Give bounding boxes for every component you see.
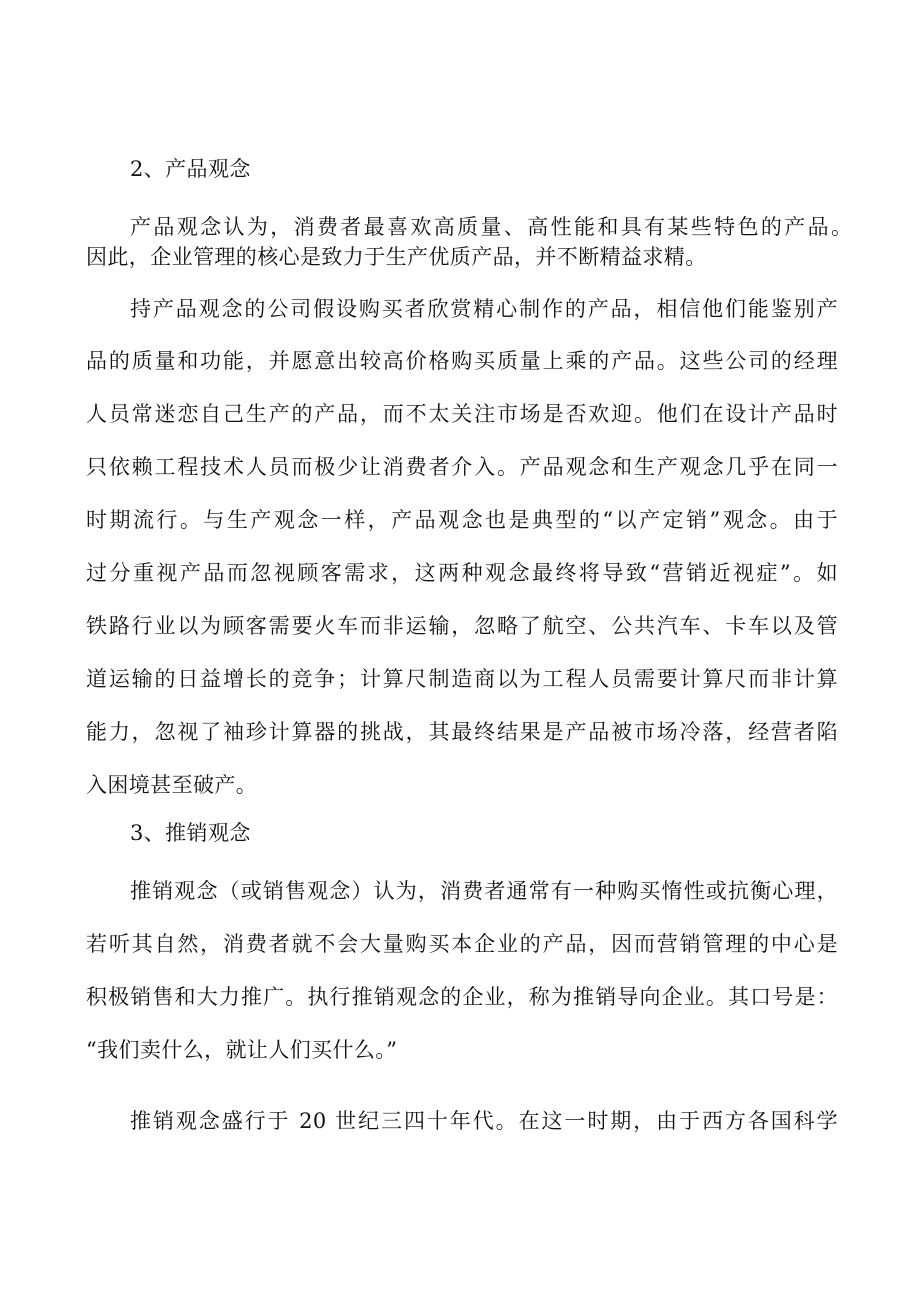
paragraph-line: 过分重视产品而忽视顾客需求，这两种观念最终将导致“营销近视症”。如: [86, 561, 838, 585]
paragraph-line: 因此，企业管理的核心是致力于生产优质产品，并不断精益求精。: [86, 245, 707, 269]
paragraph-line: 品的质量和功能，并愿意出较高价格购买质量上乘的产品。这些公司的经理: [86, 349, 838, 373]
paragraph-line: 持产品观念的公司假设购买者欣赏精心制作的产品，相信他们能鉴别产: [130, 297, 838, 321]
paragraph-line: 人员常迷恋自己生产的产品，而不太关注市场是否欢迎。他们在设计产品时: [86, 402, 838, 426]
paragraph-line: 若听其自然，消费者就不会大量购买本企业的产品，因而营销管理的中心是: [86, 932, 838, 956]
paragraph-line: 只依赖工程技术人员而极少让消费者介入。产品观念和生产观念几乎在同一: [86, 455, 838, 479]
paragraph-line: 推销观念盛行于 20 世纪三四十年代。在这一时期，由于西方各国科学: [130, 1109, 838, 1133]
paragraph-line: 道运输的日益增长的竞争；计算尺制造商以为工程人员需要计算尺而非计算: [86, 667, 838, 691]
paragraph-line: 能力，忽视了袖珍计算器的挑战，其最终结果是产品被市场冷落，经营者陷: [86, 720, 838, 744]
paragraph-line: 推销观念（或销售观念）认为，消费者通常有一种购买惰性或抗衡心理，: [130, 879, 838, 903]
paragraph-line: 入困境甚至破产。: [86, 773, 258, 797]
paragraph-line: 积极销售和大力推广。执行推销观念的企业，称为推销导向企业。其口号是：: [86, 985, 838, 1009]
section-heading-product-concept: 2、产品观念: [130, 157, 251, 181]
paragraph-line: “我们卖什么，就让人们买什么。”: [86, 1038, 398, 1062]
paragraph-line: 产品观念认为，消费者最喜欢高质量、高性能和具有某些特色的产品。: [130, 215, 852, 239]
section-heading-selling-concept: 3、推销观念: [130, 821, 251, 845]
paragraph-line: 时期流行。与生产观念一样，产品观念也是典型的“以产定销”观念。由于: [86, 508, 838, 532]
paragraph-line: 铁路行业以为顾客需要火车而非运输，忽略了航空、公共汽车、卡车以及管: [86, 614, 838, 638]
